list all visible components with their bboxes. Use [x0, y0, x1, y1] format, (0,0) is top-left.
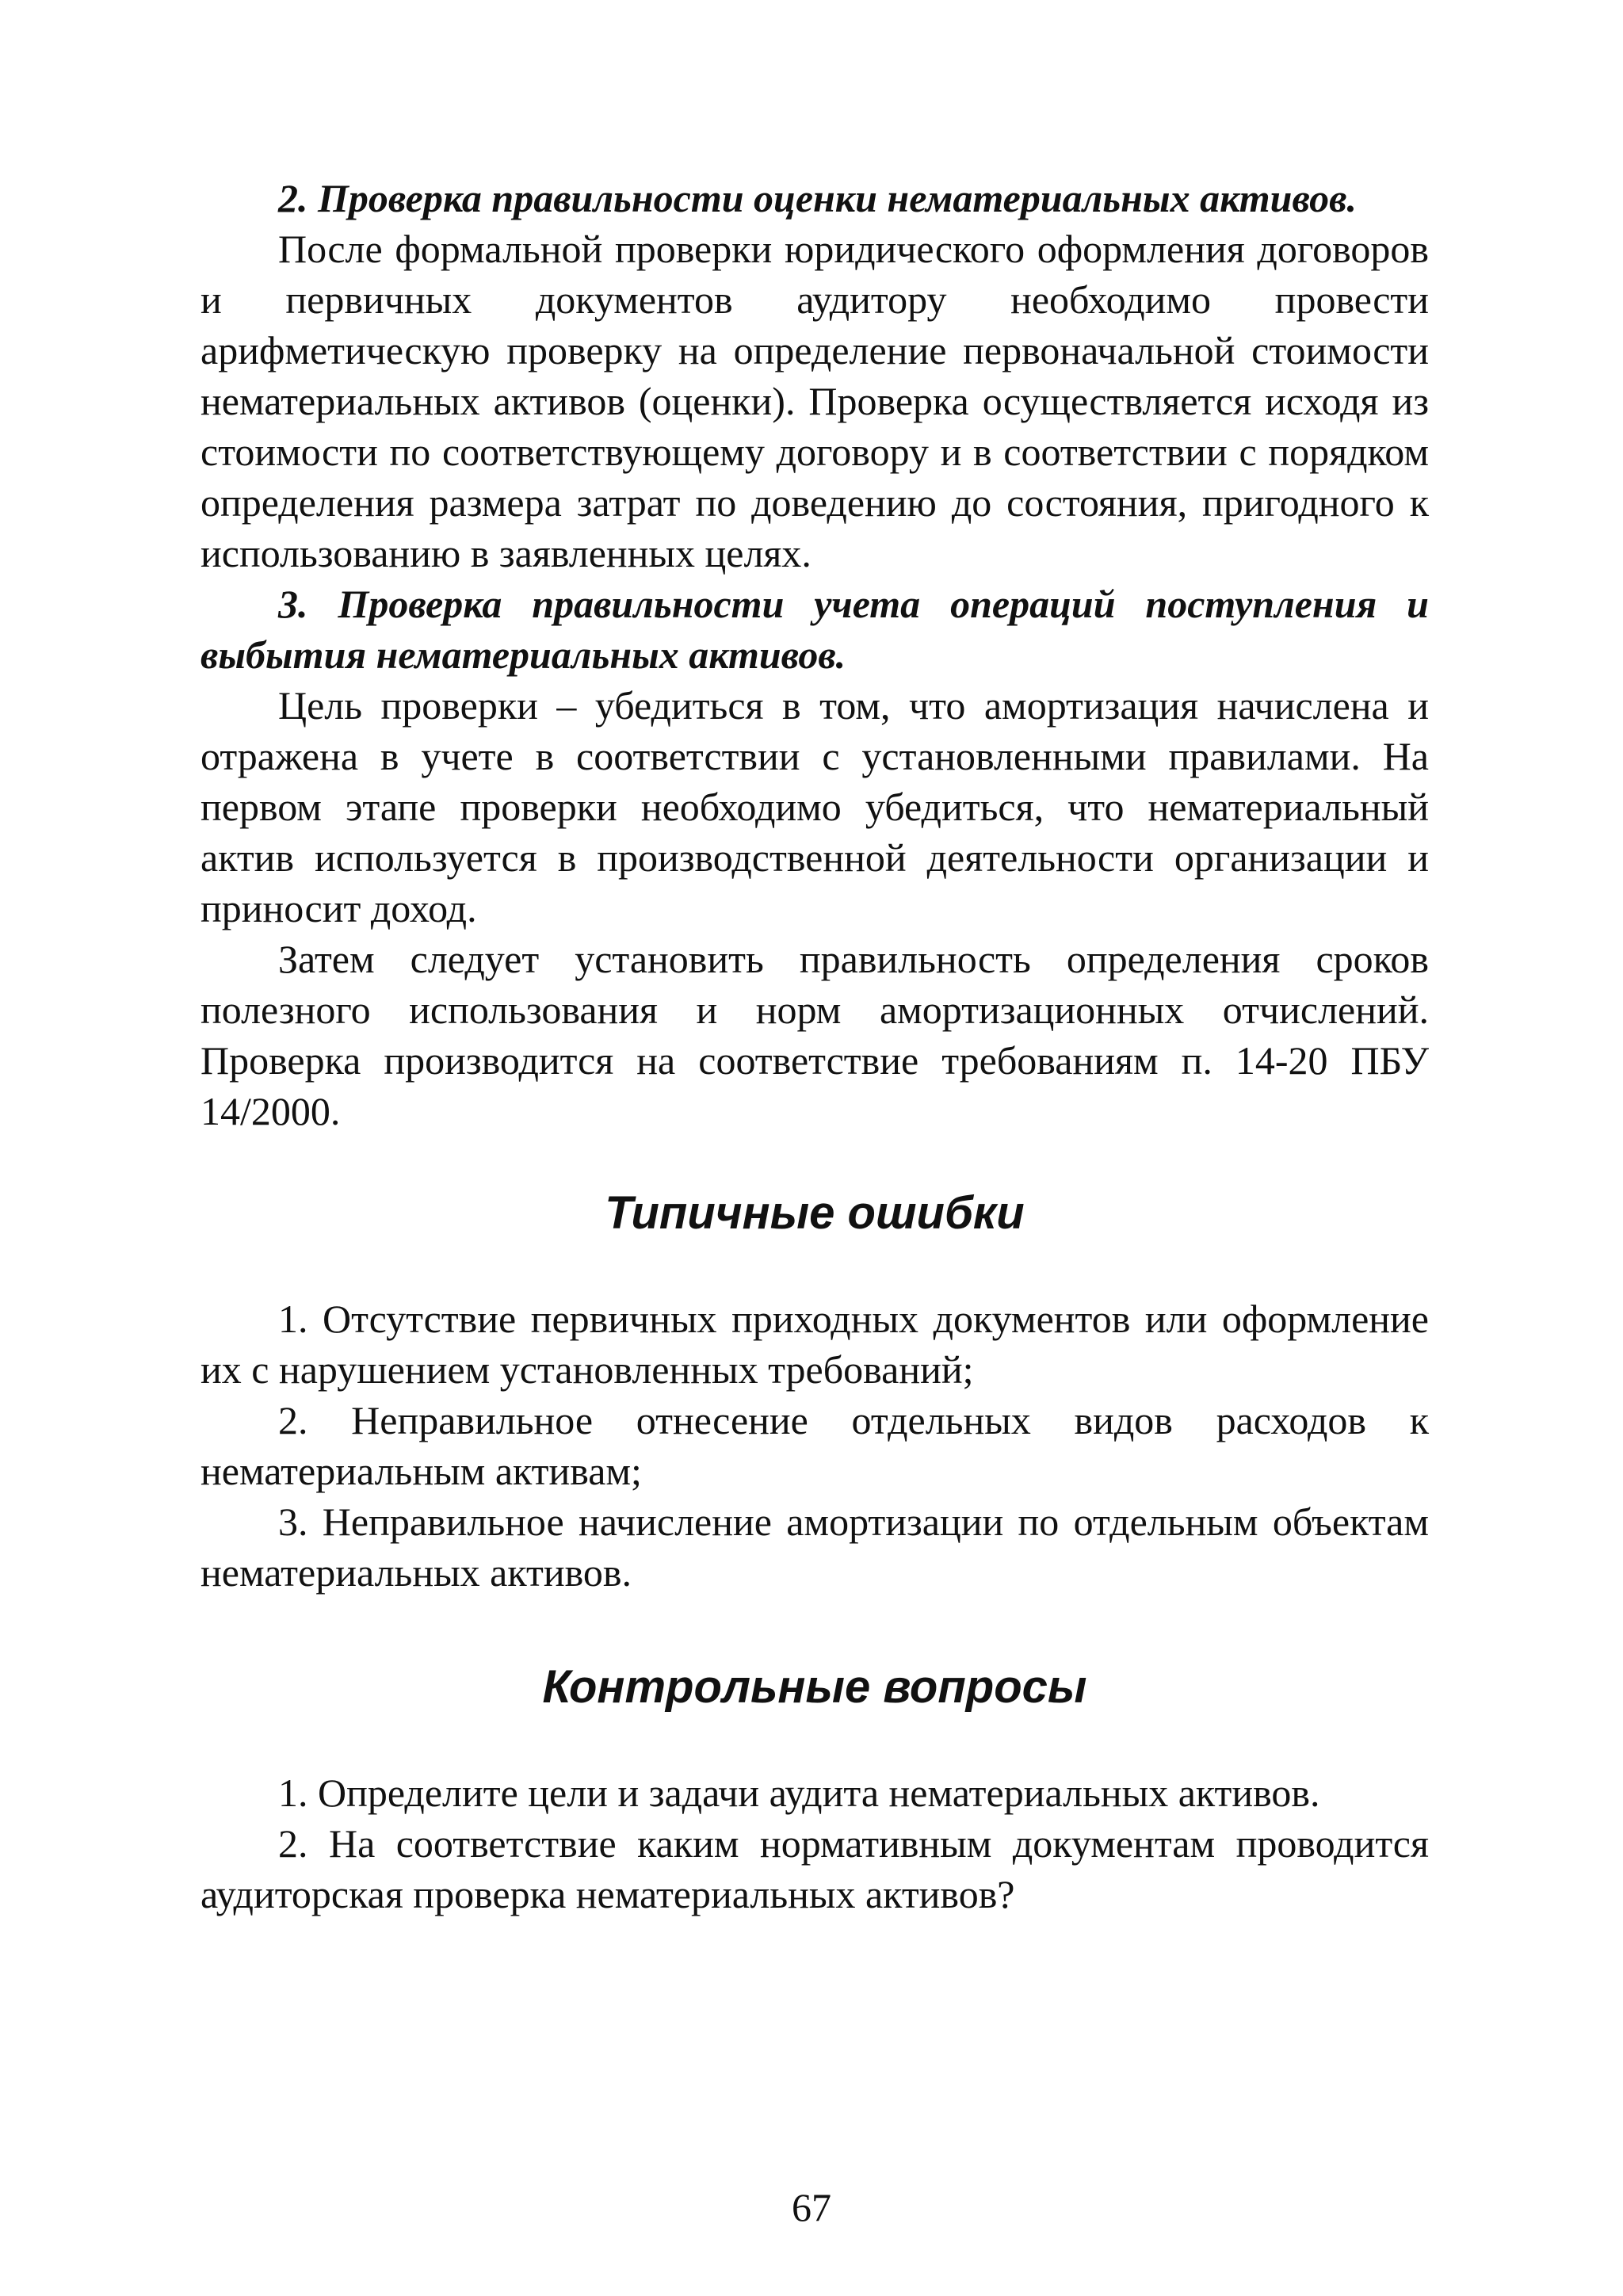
page-number: 67	[792, 2185, 831, 2229]
typical-error-item-2: 2. Неправильное отнесение отдельных видов расходов к нематериальным активам;	[200, 1398, 1429, 1493]
page-content	[200, 173, 1429, 1920]
control-questions-title: Контрольные вопросы	[542, 1661, 1087, 1713]
control-question-item-1: 1. Определите цели и задачи аудита нематериальных активов.	[278, 1771, 1320, 1815]
section-2-paragraph: После формальной проверки юридического оформления договоров и первичных документов аудитору необходимо провести арифметическую проверку на определение первоначальной стоимости нематериальных активов (оценки). Проверка осуществляется исходя из стоимости по соответствующему договору и в соответствии с порядком определения размера затрат по доведению до состояния, пригодного к использованию в заявленных целях.	[200, 227, 1429, 575]
typical-error-item-1: 1. Отсутствие первичных приходных документов или оформление их с нарушением установленных требований;	[200, 1297, 1429, 1392]
section-3-heading: 3. Проверка правильности учета операций поступления и выбытия нематериальных активов.	[200, 582, 1429, 677]
section-3-paragraph-2: Затем следует установить правильность определения сроков полезного использования и норм амортизационных отчислений. Проверка производится на соответствие требованиям п. 14-20 ПБУ 14/2000.	[200, 937, 1429, 1133]
control-question-item-2: 2. На соответствие каким нормативным документам проводится аудиторская проверка нематериальных активов?	[200, 1821, 1429, 1916]
typical-errors-title: Типичные ошибки	[605, 1187, 1025, 1239]
section-3-paragraph-1: Цель проверки – убедиться в том, что амортизация начислена и отражена в учете в соответствии с установленными правилами. На первом этапе проверки необходимо убедиться, что нематериальный актив используется в производственной деятельности организации и приносит доход.	[200, 683, 1429, 930]
section-2-heading: 2. Проверка правильности оценки нематериальных активов.	[278, 176, 1357, 220]
typical-error-item-3: 3. Неправильное начисление амортизации по отдельным объектам нематериальных активов.	[200, 1499, 1429, 1595]
